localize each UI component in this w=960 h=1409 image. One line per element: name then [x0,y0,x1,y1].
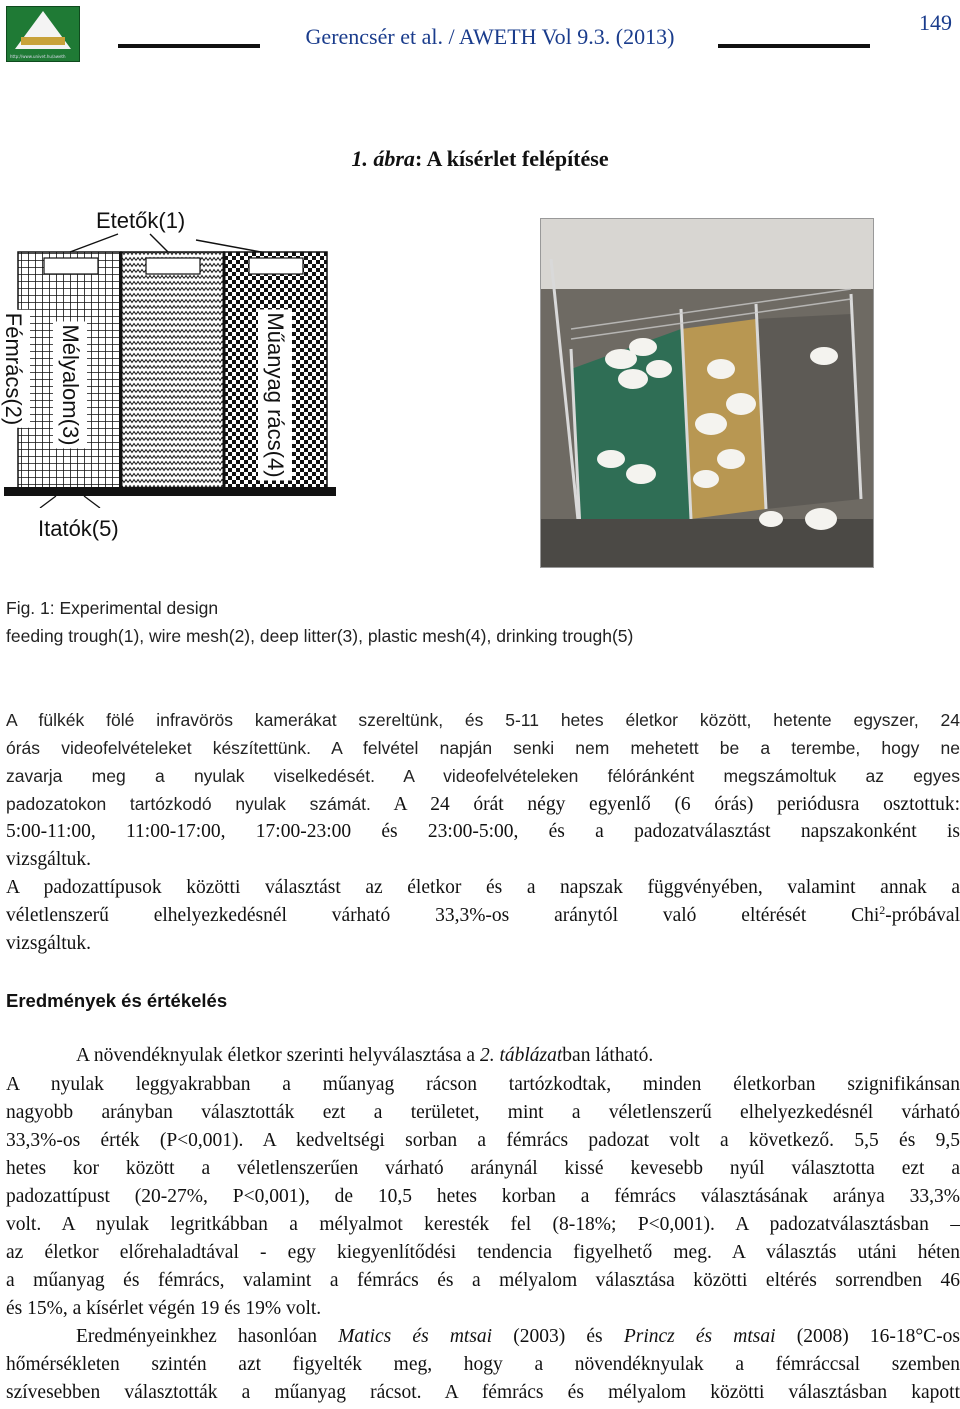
diagram-label-deep-litter: Mélyalom(3) [53,321,87,448]
results-line-12: szívesebben választották a műanyag rácsot. A fémrács és mélyalom közötti választásban kapott [6,1382,960,1403]
feeder-2 [146,258,200,274]
methods-line-8: véletlenszerű elhelyezkedésnél várható 33,3%-os aránytól való eltérését Chi$^2$-próbával [6,903,960,926]
results-line-9: és 15%, a kísérlet végén 19 és 19% volt. [6,1298,322,1319]
section-heading-results: Eredmények és értékelés [6,990,228,1011]
results-line-7: az életkor előrehaladtával - egy kiegyenlítődési tendencia figyelhető meg. A választás utáni héten [6,1242,960,1263]
results-line-10: Eredményeinkhez hasonlóan Matics és mtsai (2003) és Princz és mtsai (2008) 16-18°C-os [76,1326,960,1347]
chi-square-superscript: 2 [879,903,886,917]
methods-line-4 [6,790,960,819]
journal-logo [6,6,80,62]
methods-line-7: A padozattípusok közötti választást az életkor és a napszak függvényében, valamint annak a [6,877,960,898]
methods-line-9: vizsgáltuk. [6,933,92,954]
results-line-11: hőmérsékleten szintén azt figyelték meg, hogy a növendéknyulak a fémráccsal szemben [6,1354,960,1375]
diagram-label-feeders: Etetők(1) [96,208,186,233]
results-intro: A növendéknyulak életkor szerinti helyválasztása a 2. táblázatban látható. [76,1045,654,1066]
deep-litter-pen [121,252,224,488]
results-line-4: hetes kor között a véletlenszerűen várható aránynál kissé kevesebb nyúl választotta ezt a [6,1158,960,1179]
rabbit-pens-photo [541,219,873,567]
methods-line-6: vizsgáltuk. [6,849,92,870]
experiment-photo [540,218,874,568]
results-line-5: padozattípust (20-27%, P<0,001), de 10,5 hetes korban a fémrács választásának aránya 33,3% [6,1186,960,1207]
diagram-label-plastic-mesh: Műanyag rács(4) [258,309,292,480]
results-line-3: 33,3%-os érték (P<0,001). A kedveltségi sorban a fémrács padozat volt a következő. 5,5 és 9,5 [6,1130,960,1151]
figure-title [0,146,960,172]
feeder-1 [44,258,98,274]
arrow-feeder-2 [150,234,168,252]
feeder-3 [249,258,303,274]
methods-line-3: zavarja meg a nyulak viselkedését. A videofelvételeken félóránként megszámoltuk az egyes [6,766,960,786]
methods-line-5: 5:00-11:00, 11:00-17:00, 17:00-23:00 és 23:00-5:00, és a padozatválasztást napszakonként is [6,821,960,842]
figure-title-text: : A kísérlet felépítése [414,146,609,171]
results-line-1: A nyulak leggyakrabban a műanyag rácson tartózkodtak, minden életkorban szignifikánsan [6,1074,960,1095]
methods-line-1: A fülkék fölé infravörös kamerákat szereltünk, és 5-11 hetes életkor között, hetente egyszer, 24 [6,710,960,730]
results-line-8: a műanyag és fémrács, valamint a fémrács és a mélyalom választása közötti eltérés sorrendben 46 [6,1270,960,1291]
running-head-journal: / AWETH Vol 9.3. (2013) [448,24,675,49]
running-head [270,24,710,50]
methods-line-4a: padozatokon tartózkodó nyulak számát. [6,794,371,814]
diagram-label-drinkers: Itatók(5) [38,516,119,541]
results-line-2: nagyobb arányban választották ezt a területet, mint a véletlenszerű elhelyezkedésnél várható [6,1102,960,1123]
diagram-label-wire-mesh: Fémrács(2) [0,310,30,428]
logo-url: http://www.univet.hu/aweth [10,54,66,59]
running-head-authors: Gerencsér et al. [305,24,443,49]
citation-princz: Princz és mtsai [623,1326,776,1347]
header-rule-right [718,44,870,48]
logo-bar-icon [21,37,65,45]
citation-matics: Matics és mtsai [338,1326,493,1347]
methods-line-2: órás videofelvételeket készítettünk. A felvétel napján senki nem mehetett be a terembe, hogy ne [6,738,960,758]
figure-title-label: 1. ábra [351,146,415,171]
caption-en-line-1: Fig. 1: Experimental design [6,598,219,618]
header-rule-left [118,44,260,48]
drinking-trough-line [4,487,336,496]
arrow-feeder-1 [70,234,118,252]
results-line-6: volt. A nyulak legritkábban a mélyalmot keresték fel (8-18%; P<0,001). A padozatválasztásban – [6,1214,960,1235]
caption-en-line-2: feeding trough(1), wire mesh(2), deep litter(3), plastic mesh(4), drinking trough(5) [6,626,634,646]
page-number: 149 [919,10,952,35]
methods-line-4b: A 24 órát négy egyenlő (6 órás) periódusra osztottuk: [370,794,960,815]
